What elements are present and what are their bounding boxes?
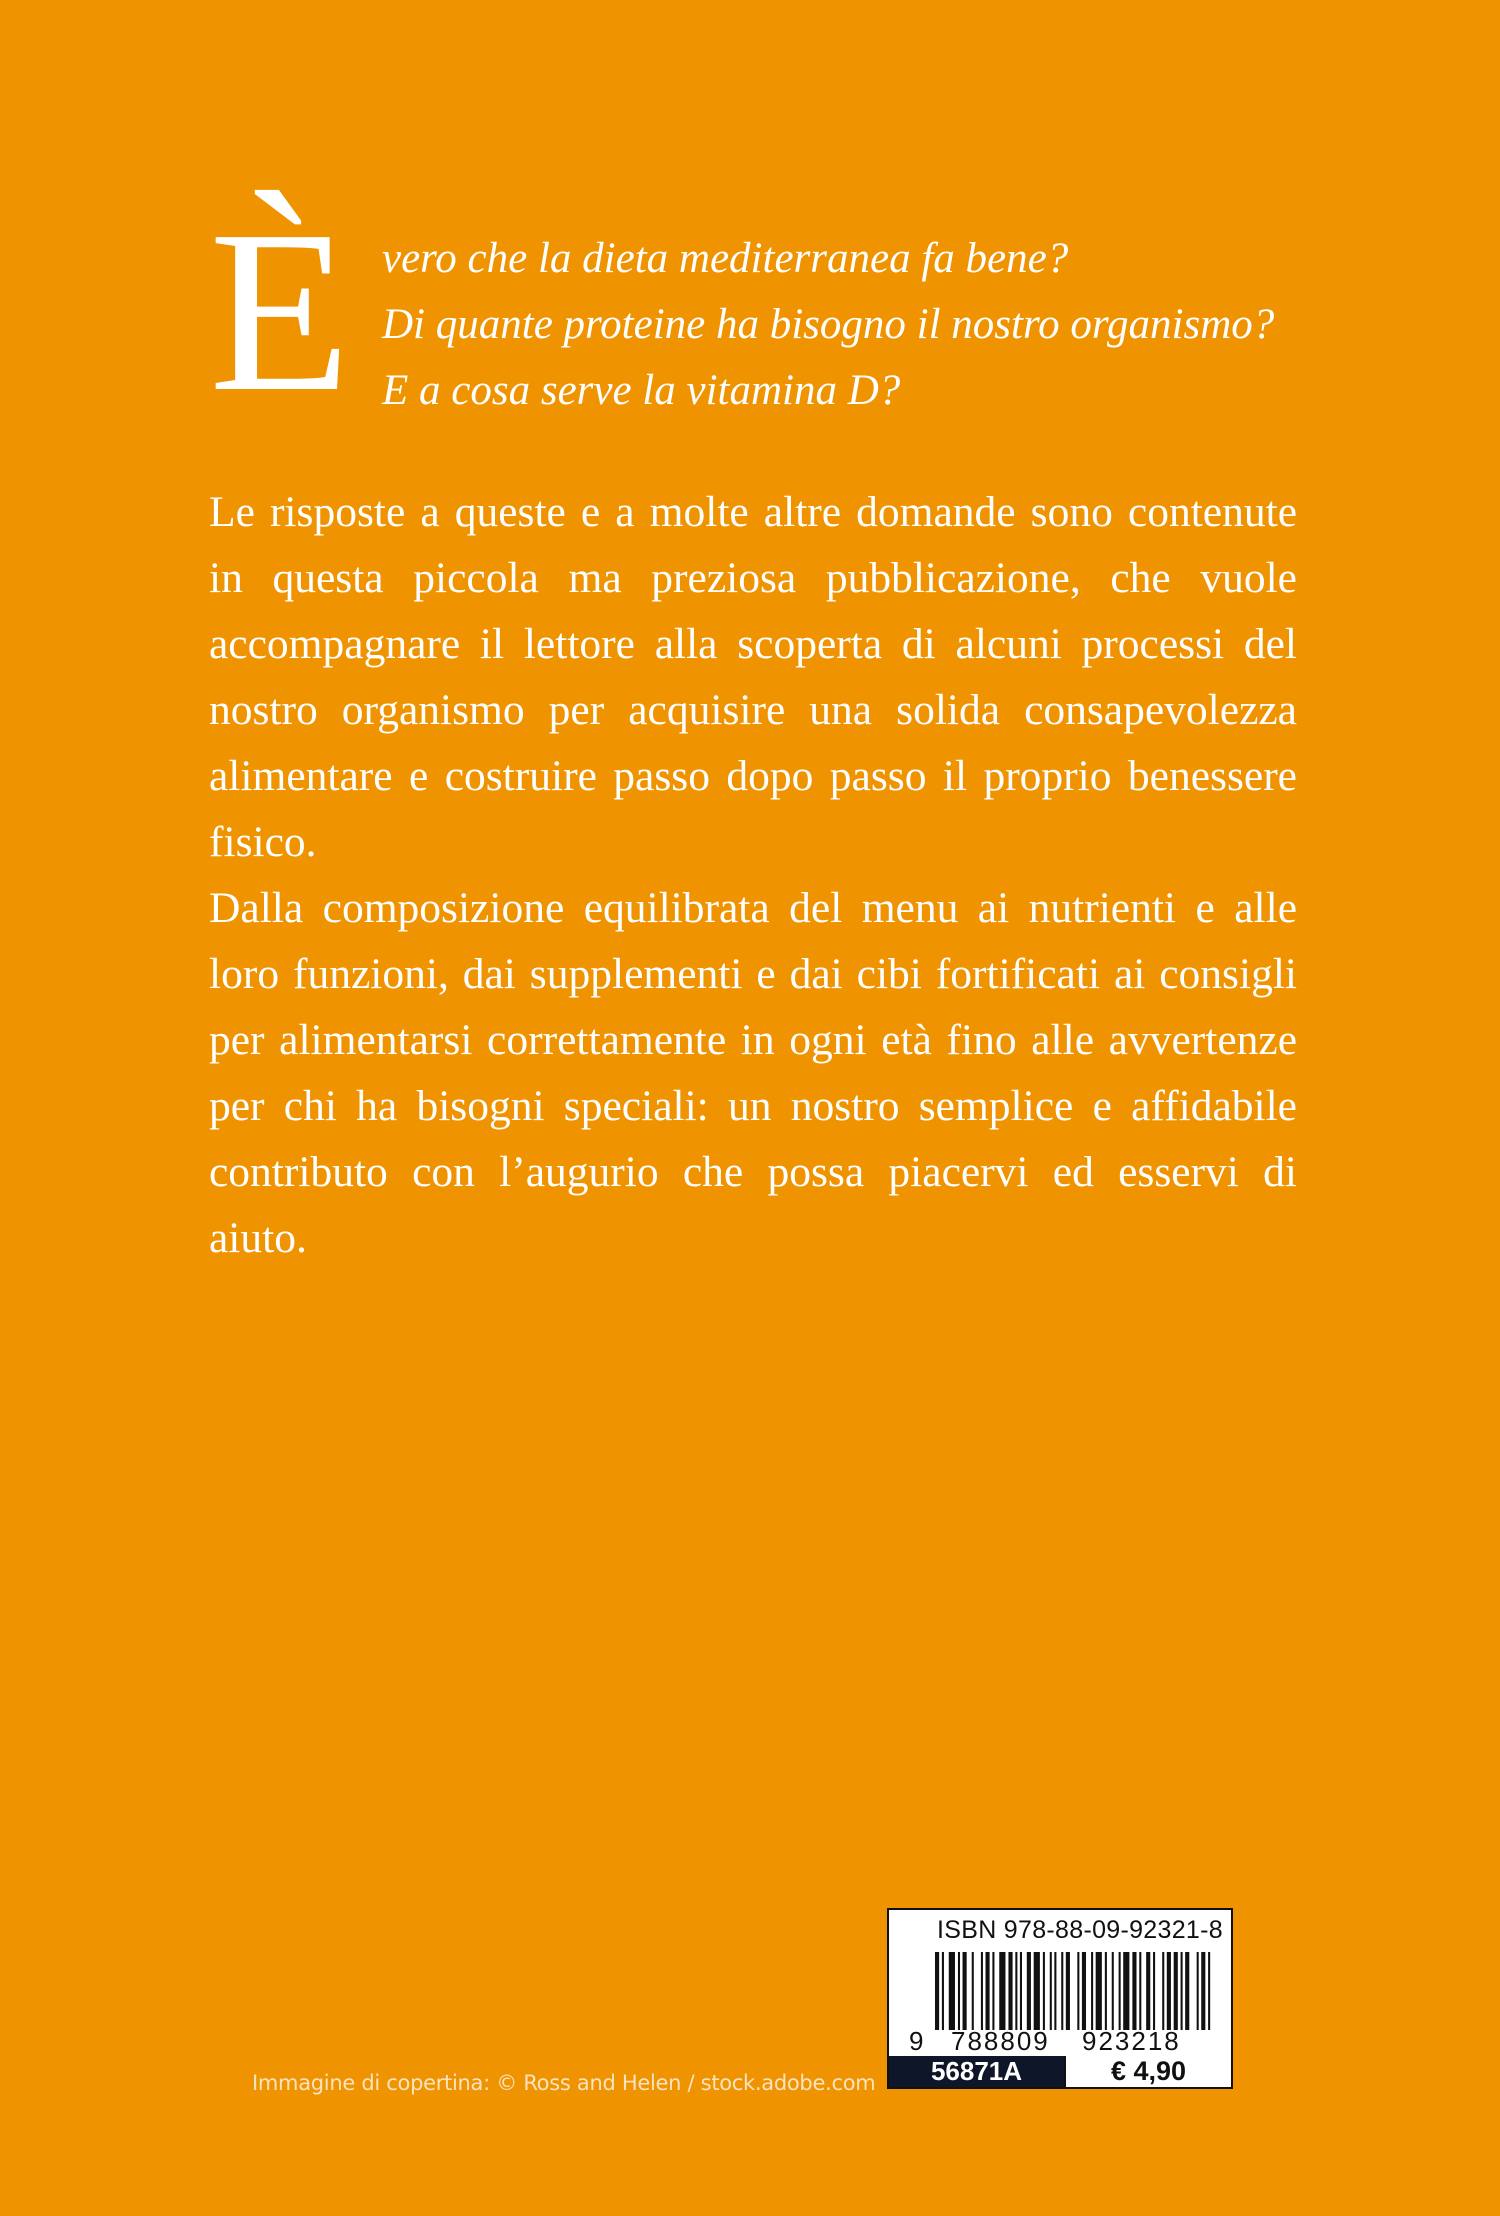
blurb-paragraph: Dalla composizione equilibrata del menu ai nutrienti e alle loro funzioni, dai supplementi e dai cibi fortificati ai consigli per alimentarsi correttamente in ogni età fino alle avvertenze per chi ha bisogni speciali: un nostro semplice e affidabile contributo con l’augurio che possa piacervi ed esservi di aiuto. (209, 884, 1297, 1262)
barcode-bar (1132, 1952, 1136, 2030)
barcode-bar (1054, 1952, 1056, 2030)
barcode-bar (1162, 1952, 1164, 2030)
barcode-bar (999, 1952, 1005, 2030)
barcode-bar (1020, 1952, 1022, 2030)
barcode-bar (1146, 1952, 1150, 2030)
barcode-bar (942, 1952, 944, 2030)
barcode-bar (1050, 1952, 1052, 2030)
barcode-bar (963, 1952, 967, 2030)
barcode-bar (1201, 1952, 1205, 2030)
barcode-bar (935, 1952, 939, 2030)
blurb-paragraph: Le risposte a queste e a molte altre domande sono contenute in questa piccola ma preziosa pubblicazione, che vuole accompagnare il lettore alla scoperta di alcuni processi del nostro organismo per acquisire una solida consapevolezza alimentare e costruire passo dopo passo il proprio benessere fisico. (209, 488, 1297, 866)
barcode-footer (889, 2056, 1231, 2087)
isbn-text: ISBN 978-88-09-92321-8 (937, 1916, 1223, 1944)
barcode-bar (1061, 1952, 1063, 2030)
barcode-bar (1174, 1952, 1178, 2030)
cover-image-credit: Immagine di copertina: © Ross and Helen / stock.adobe.com (252, 2071, 876, 2095)
barcode-bar (1208, 1952, 1210, 2030)
barcode-digit-first: 9 (909, 2026, 926, 2056)
barcode-bar (1112, 1952, 1114, 2030)
barcode-bar (992, 1952, 994, 2030)
barcode-bar (958, 1952, 960, 2030)
barcode-bar (1077, 1952, 1079, 2030)
barcode-label (887, 1908, 1233, 2089)
drop-cap: È (209, 183, 351, 440)
barcode-bars (935, 1952, 1215, 2030)
barcode-bar (1153, 1952, 1155, 2030)
barcode-bar (1185, 1952, 1189, 2030)
question-line: vero che la dieta mediterranea fa bene? (382, 235, 1069, 282)
barcode-digits (889, 2026, 1233, 2056)
barcode-bar (1034, 1952, 1040, 2030)
barcode-bar (1091, 1952, 1093, 2030)
barcode-bar (1197, 1952, 1199, 2030)
blurb-text (209, 479, 1297, 1271)
barcode-bar (1082, 1952, 1086, 2030)
barcode-bar (1066, 1952, 1070, 2030)
barcode-bar (1123, 1952, 1129, 2030)
barcode-bar (1015, 1952, 1017, 2030)
barcode-bar (1139, 1952, 1141, 2030)
barcode-bar (1096, 1952, 1102, 2030)
barcode-digits-left: 788809 (951, 2026, 1050, 2056)
barcode-bar (985, 1952, 989, 2030)
barcode-bar (1008, 1952, 1012, 2030)
barcode-bar (1181, 1952, 1183, 2030)
barcode-bar (1119, 1952, 1121, 2030)
question-line: Di quante proteine ha bisogno il nostro organismo? (382, 301, 1275, 348)
barcode-digits-right: 923218 (1082, 2026, 1181, 2056)
intro-questions (209, 183, 1309, 440)
barcode-bar (949, 1952, 955, 2030)
price-label: € 4,90 (1064, 2056, 1231, 2087)
barcode-bar (1167, 1952, 1171, 2030)
barcode-bar (1027, 1952, 1031, 2030)
question-list (382, 226, 1274, 424)
barcode-bar (1043, 1952, 1045, 2030)
barcode-bar (1105, 1952, 1107, 2030)
question-line: E a cosa serve la vitamina D? (382, 367, 901, 414)
barcode-bar (972, 1952, 974, 2030)
barcode-bar (981, 1952, 983, 2030)
product-code: 56871A (889, 2056, 1064, 2087)
